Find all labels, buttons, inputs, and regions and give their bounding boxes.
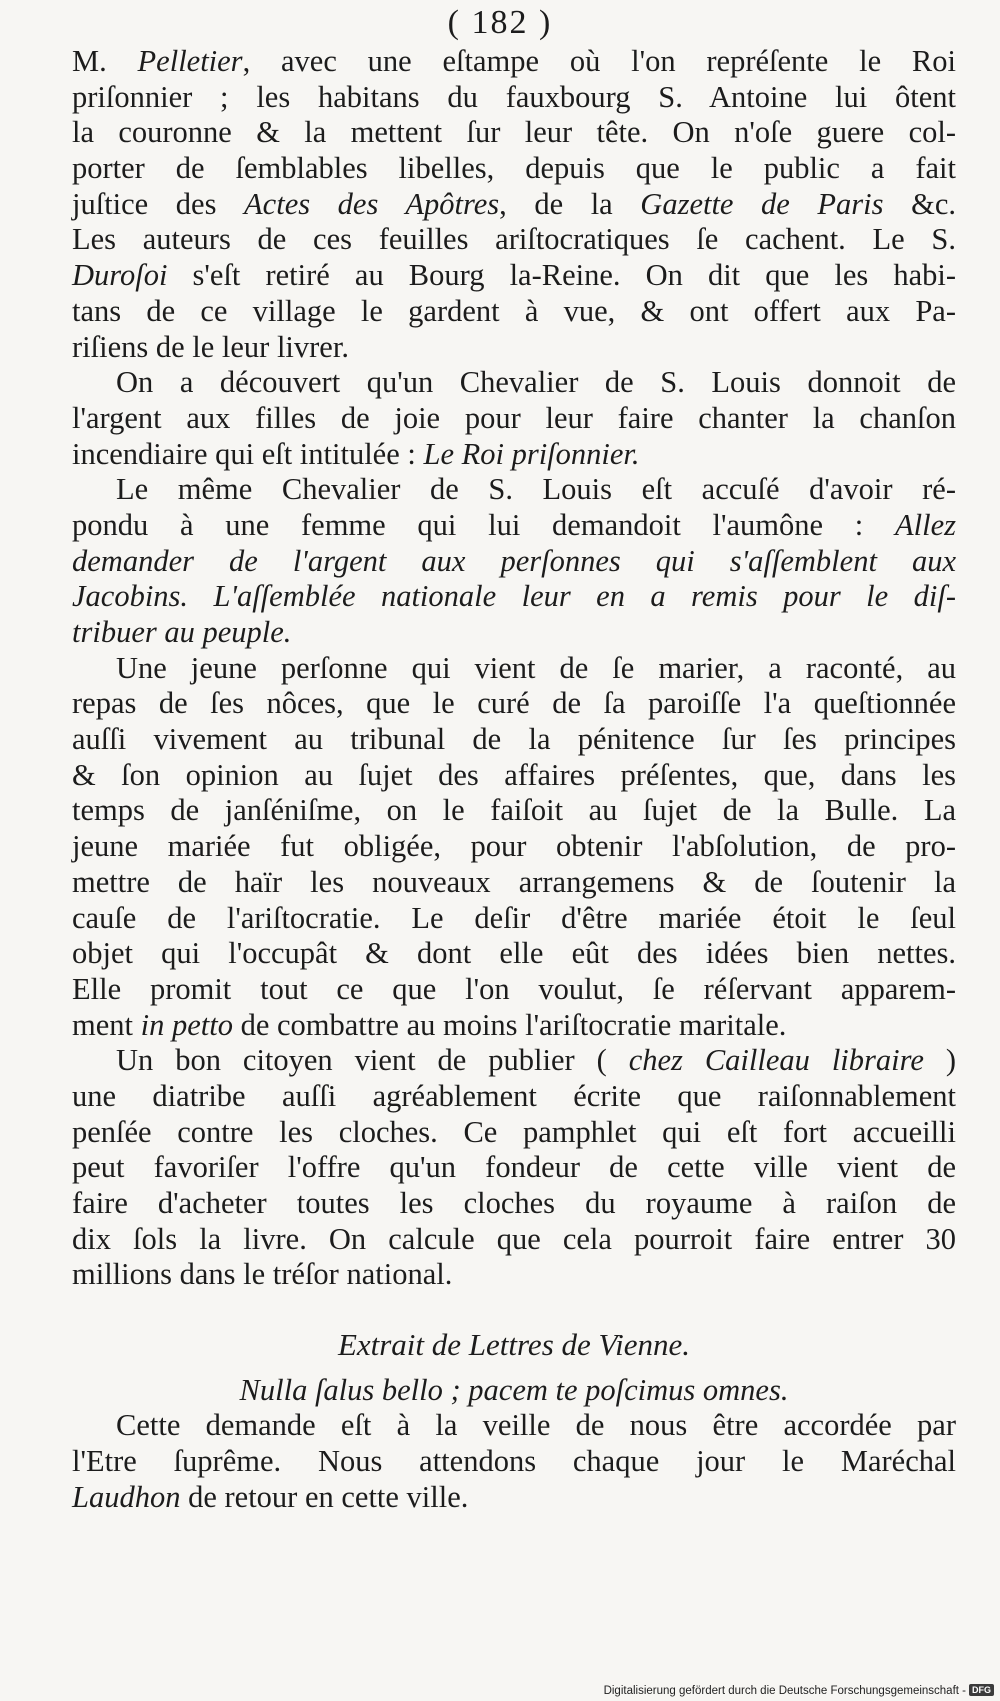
italic-run: tribuer au peuple. xyxy=(72,615,292,649)
dfg-logo-icon: DFG xyxy=(969,1684,994,1696)
body-text xyxy=(72,44,956,1516)
text-line xyxy=(72,1444,956,1480)
page-number: ( 182 ) xyxy=(447,4,553,41)
text-run: M. xyxy=(72,44,138,78)
text-run: juſtice des xyxy=(72,186,245,221)
text-line xyxy=(72,793,956,829)
paragraph-vienne xyxy=(72,1408,956,1515)
text-run: objet qui l'occupât & dont elle eût des idées bien nettes. xyxy=(72,936,956,971)
paragraph-pelletier xyxy=(72,44,956,365)
text-run: Le même Chevalier de S. Louis eſt accuſé d'avoir ré- xyxy=(116,472,956,507)
text-line xyxy=(72,1408,956,1444)
italic-run: Gazette de Paris xyxy=(640,186,884,221)
text-line xyxy=(72,829,956,865)
text-run: l'Etre ſuprême. Nous attendons chaque jour le Maréchal xyxy=(72,1444,956,1479)
text-line xyxy=(72,686,956,722)
italic-run: demander de l'argent aux perſonnes qui s'aſſemblent aux xyxy=(72,543,956,578)
paragraph-chevalier-aumone xyxy=(72,472,956,650)
text-line xyxy=(72,579,956,615)
text-run: porter de ſemblables libelles, depuis que le public a fait xyxy=(72,151,956,186)
text-run: l'argent aux filles de joie pour leur faire chanter la chanſon xyxy=(72,400,956,435)
paragraph-jeune-mariee xyxy=(72,651,956,1044)
text-line xyxy=(72,294,956,330)
text-run: penſée contre les cloches. Ce pamphlet qui eſt fort accueilli xyxy=(72,1114,956,1149)
text-line xyxy=(72,1186,956,1222)
text-line xyxy=(72,615,956,651)
paragraph-chevalier-chanson xyxy=(72,365,956,472)
italic-run: Laudhon xyxy=(72,1479,181,1514)
text-line xyxy=(72,80,956,116)
text-line xyxy=(72,1480,956,1516)
text-line xyxy=(72,1008,956,1044)
italic-run: Jacobins. L'aſſemblée nationale leur en a remis pour le diſ- xyxy=(72,579,956,614)
text-run: riſiens de le leur livrer. xyxy=(72,329,349,364)
text-run: Les auteurs de ces feuilles ariſtocratiques ſe cachent. Le S. xyxy=(72,222,956,257)
paragraph-cloches xyxy=(72,1043,956,1293)
text-run: dix ſols la livre. On calcule que cela pourroit faire entrer 30 xyxy=(72,1221,956,1256)
text-line xyxy=(72,722,956,758)
text-run: une diatribe auſſi agréablement écrite que raiſonnablement xyxy=(72,1078,956,1113)
text-line xyxy=(72,472,956,508)
text-line xyxy=(72,1222,956,1258)
text-run: de retour en cette ville. xyxy=(180,1479,469,1514)
italic-run: Actes des Apôtres xyxy=(244,186,500,221)
text-run: ) xyxy=(923,1043,957,1078)
text-run: la couronne & la mettent ſur leur tête. On n'oſe guere col- xyxy=(72,115,956,150)
text-line xyxy=(72,508,956,544)
text-line xyxy=(72,222,956,258)
text-run: de combattre au moins l'ariſtocratie maritale. xyxy=(232,1007,787,1042)
text-line xyxy=(72,865,956,901)
italic-run: Duroſoi xyxy=(72,258,168,293)
text-run: pondu à une femme qui lui demandoit l'aumône : xyxy=(72,507,895,542)
text-line xyxy=(72,901,956,937)
text-line xyxy=(72,187,956,223)
digitization-credit-text: Digitalisierung gefördert durch die Deutsche Forschungsgemeinschaft - xyxy=(603,1685,966,1697)
text-line xyxy=(72,115,956,151)
text-run: mettre de haïr les nouveaux arrangemens & de ſoutenir la xyxy=(72,864,956,899)
text-run: On a découvert qu'un Chevalier de S. Louis donnoit de xyxy=(116,365,956,400)
text-line xyxy=(72,1115,956,1151)
text-run: peut favoriſer l'offre qu'un fondeur de cette ville vient de xyxy=(72,1150,956,1185)
text-run: Un bon citoyen vient de publier ( xyxy=(116,1043,629,1078)
text-run: jeune mariée fut obligée, pour obtenir l'abſolution, de pro- xyxy=(72,829,956,864)
text-run: millions dans le tréſor national. xyxy=(72,1257,453,1292)
text-run: auſſi vivement au tribunal de la pénitence ſur ſes principes xyxy=(72,722,956,757)
text-run: , avec une eſtampe où l'on repréſente le Roi xyxy=(242,44,956,78)
italic-run: chez Cailleau libraire xyxy=(628,1043,924,1078)
text-run: Elle promit tout ce que l'on voulut, ſe réſervant apparem- xyxy=(72,971,956,1006)
text-run: temps de janſéniſme, on le faiſoit au ſujet de la Bulle. La xyxy=(72,793,956,828)
text-line xyxy=(72,1257,956,1293)
text-line xyxy=(72,651,956,687)
text-run: priſonnier ; les habitans du fauxbourg S. Antoine lui ôtent xyxy=(72,79,956,114)
text-run: incendiaire qui eſt intitulée : xyxy=(72,436,424,471)
text-line xyxy=(72,544,956,580)
text-line xyxy=(72,401,956,437)
text-line xyxy=(72,1150,956,1186)
text-line xyxy=(72,758,956,794)
text-run: s'eſt retiré au Bourg la-Reine. On dit que les habi- xyxy=(167,258,956,293)
text-run: &c. xyxy=(883,186,956,221)
text-run: Cette demande eſt à la veille de nous être accordée par xyxy=(116,1408,956,1443)
text-run: ment xyxy=(72,1007,141,1042)
text-line xyxy=(72,1043,956,1079)
text-line xyxy=(72,365,956,401)
text-line xyxy=(72,330,956,366)
italic-run: Allez xyxy=(895,507,956,542)
italic-run: Pelletier xyxy=(137,44,243,78)
digitization-credit xyxy=(604,1684,994,1697)
text-line xyxy=(72,151,956,187)
text-run: Une jeune perſonne qui vient de ſe marier, a raconté, au xyxy=(116,650,956,685)
text-line xyxy=(72,44,956,80)
text-run: cauſe de l'ariſtocratie. Le deſir d'être mariée étoit le ſeul xyxy=(72,900,956,935)
text-run: & ſon opinion au ſujet des affaires préſentes, que, dans les xyxy=(72,757,956,792)
section-heading: Extrait de Lettres de Vienne. xyxy=(337,1327,691,1363)
text-line xyxy=(72,972,956,1008)
text-line xyxy=(72,1079,956,1115)
text-run: repas de ſes nôces, que le curé de ſa paroiſſe l'a queſtionnée xyxy=(72,686,956,721)
text-run: , de la xyxy=(499,186,641,221)
text-line xyxy=(72,437,956,473)
text-line xyxy=(72,936,956,972)
text-line xyxy=(72,258,956,294)
italic-run: in petto xyxy=(140,1007,233,1042)
italic-run: Le Roi priſonnier. xyxy=(423,436,640,471)
text-run: faire d'acheter toutes les cloches du royaume à raiſon de xyxy=(72,1186,956,1220)
text-run: tans de ce village le gardent à vue, & ont offert aux Pa- xyxy=(72,293,956,328)
latin-motto: Nulla ſalus bello ; pacem te poſcimus omnes. xyxy=(239,1372,789,1407)
